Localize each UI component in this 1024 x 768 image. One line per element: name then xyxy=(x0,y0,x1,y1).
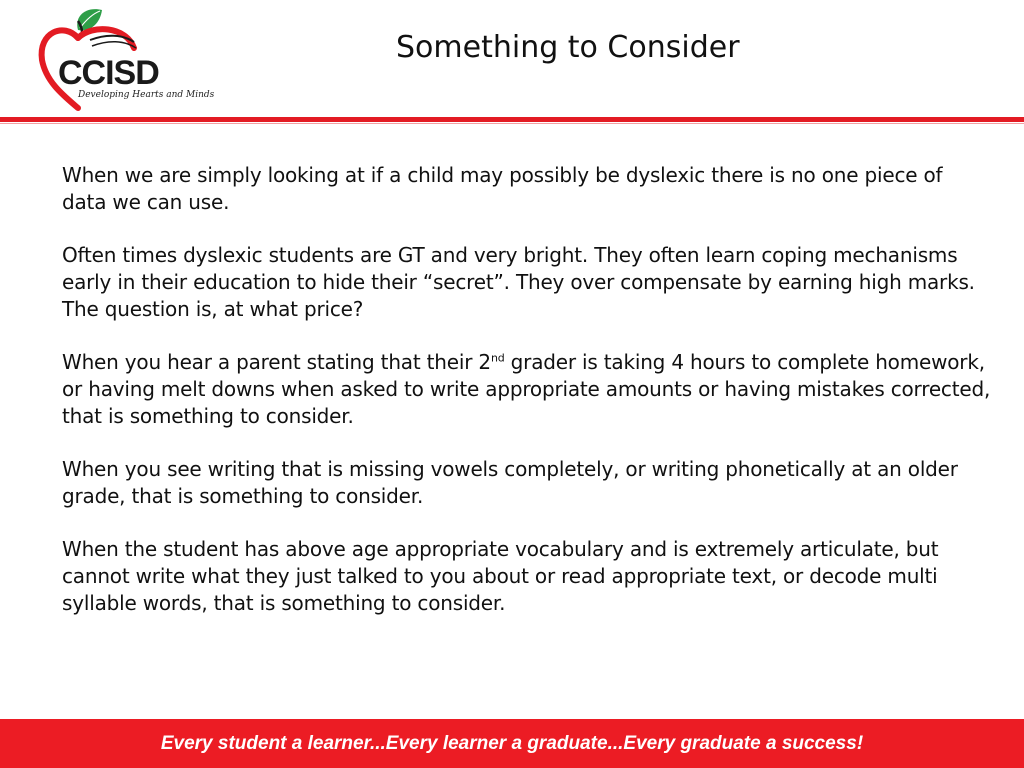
footer-slogan: Every student a learner...Every learner a graduate...Every graduate a success! xyxy=(160,733,864,754)
paragraph-3-start: When you hear a parent stating that their 2 xyxy=(62,350,491,374)
paragraph-4: When you see writing that is missing vowels completely, or writing phonetically at an older grade, that is something to consider. xyxy=(62,457,958,508)
header-divider xyxy=(0,117,1024,122)
paragraph-2: Often times dyslexic students are GT and very bright. They often learn coping mechanisms early in their education to hide their “secret”. They over compensate by earning high marks. The question is, at what price? xyxy=(62,243,975,321)
logo-tagline: Developing Hearts and Minds xyxy=(78,90,215,100)
paragraph-5: When the student has above age appropriate vocabulary and is extremely articulate, but cannot write what they just talked to you about or read appropriate text, or decode multi syllable words, that is something to consider. xyxy=(62,537,939,615)
paragraph-1: When we are simply looking at if a child may possibly be dyslexic there is no one piece of data we can use. xyxy=(62,163,943,214)
slide-body xyxy=(62,162,992,643)
header-divider-thin xyxy=(0,123,1024,124)
page-title: Something to Consider xyxy=(396,30,740,65)
logo-name: CCISD xyxy=(58,54,159,92)
paragraph-3 xyxy=(62,349,992,430)
footer-banner xyxy=(0,719,1024,768)
ccisd-logo xyxy=(34,4,215,114)
ordinal-suffix: nd xyxy=(490,351,505,365)
paragraph-3-end: grader is taking 4 hours to complete homework, or having melt downs when asked to write appropriate amounts or having mistakes corrected, that is something to consider. xyxy=(62,350,991,428)
